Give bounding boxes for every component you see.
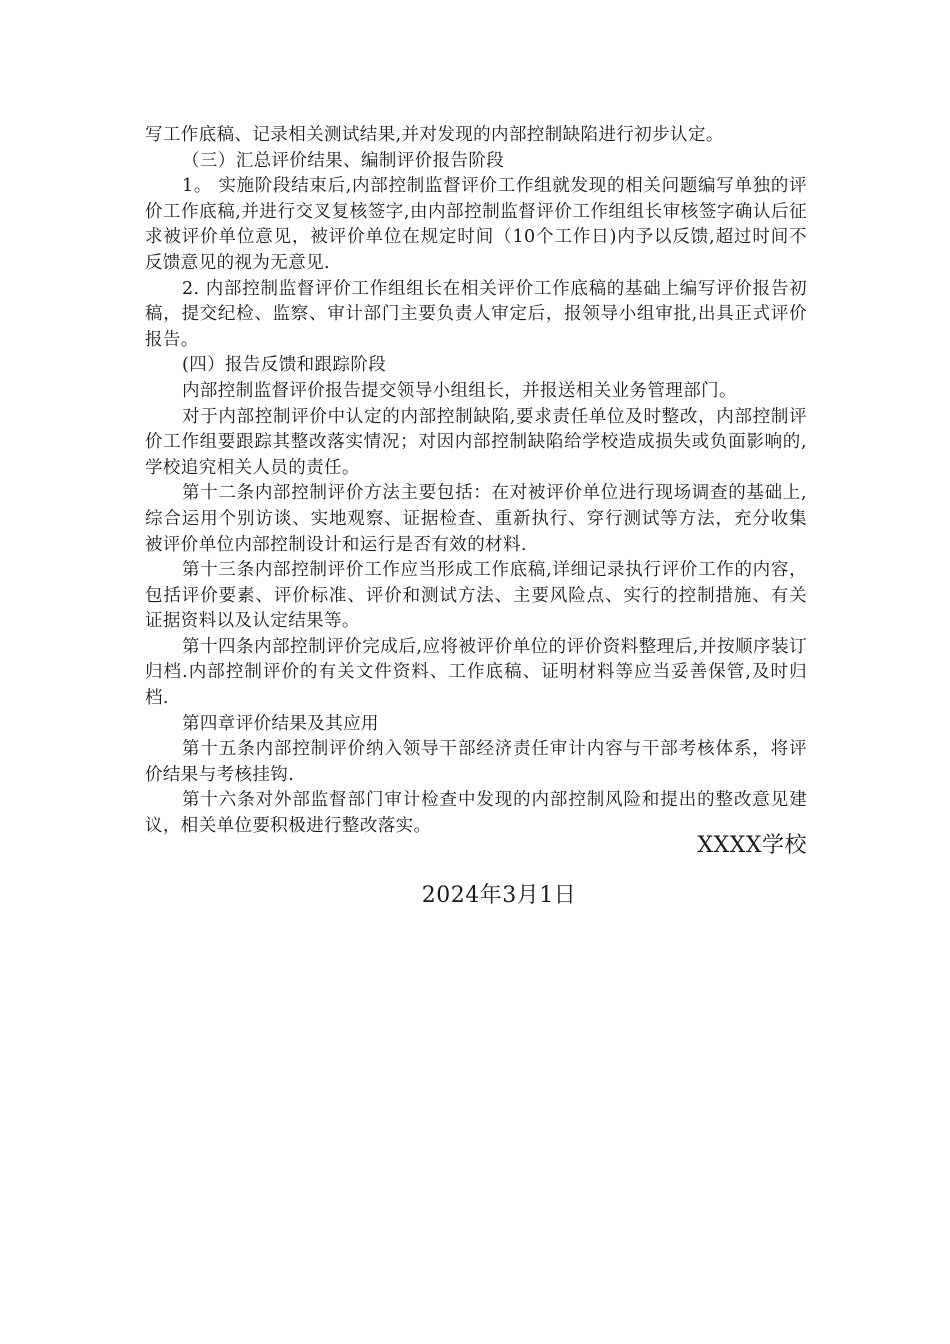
article-12: 第十二条内部控制评价方法主要包括：在对被评价单位进行现场调查的基础上,综合运用个别访谈、实地观察、证据检查、重新执行、穿行测试等方法，充分收集被评价单位内部控制设计和运行是否有效的材料.: [145, 483, 807, 555]
document-date: 2024年3月1日: [421, 883, 577, 908]
chapter-4-heading: 第四章评价结果及其应用: [182, 713, 379, 734]
article-13: 第十三条内部控制评价工作应当形成工作底稿,详细记录执行评价工作的内容，包括评价要素、评价标准、评价和测试方法、主要风险点、实行的控制措施、有关证据资料以及认定结果等。: [145, 560, 807, 632]
article-16: 第十六条对外部监督部门审计检查中发现的内部控制风险和提出的整改意见建议，相关单位要积极进行整改落实。: [145, 790, 807, 837]
section-heading-feedback-stage: (四）报告反馈和跟踪阶段: [182, 355, 387, 376]
signature-school: XXXX学校: [697, 833, 807, 858]
paragraph-item-2: 2. 内部控制监督评价工作组组长在相关评价工作底稿的基础上编写评价报告初稿，提交纪检、监察、审计部门主要负责人审定后，报领导小组审批,出具正式评价报告。: [145, 278, 807, 350]
article-15: 第十五条内部控制评价纳入领导干部经济责任审计内容与干部考核体系，将评价结果与考核挂钩.: [145, 739, 807, 785]
section-heading-summary-stage: （三）汇总评价结果、编制评价报告阶段: [182, 150, 505, 171]
document-body: [145, 123, 807, 840]
paragraph-defect-rectification: 对于内部控制评价中认定的内部控制缺陷,要求责任单位及时整改，内部控制评价工作组要跟踪其整改落实情况；对因内部控制缺陷给学校造成损失或负面影响的,学校追究相关人员的责任。: [145, 406, 807, 478]
article-14: 第十四条内部控制评价完成后,应将被评价单位的评价资料整理后,并按顺序装订归档.内部控制评价的有关文件资料、工作底稿、证明材料等应当妥善保管,及时归档.: [145, 636, 807, 709]
paragraph-item-1: 1。 实施阶段结束后,内部控制监督评价工作组就发现的相关问题编写单独的评价工作底稿,并进行交叉复核签字,由内部控制监督评价工作组组长审核签字确认后征求被评价单位意见，被评价单位在规定时间（10个工作日)内予以反馈,超过时间不反馈意见的视为无意见.: [145, 176, 807, 273]
paragraph-continuation: 写工作底稿、记录相关测试结果,并对发现的内部控制缺陷进行初步认定。: [145, 125, 724, 145]
paragraph-report-submission: 内部控制监督评价报告提交领导小组组长，并报送相关业务管理部门。: [182, 380, 737, 401]
